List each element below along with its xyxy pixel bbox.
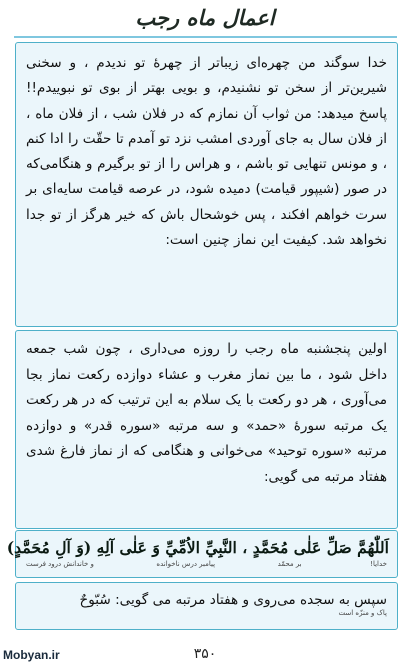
- dua-gloss: و خاندانش درود فرست: [26, 560, 94, 568]
- site-watermark: Mobyan.ir: [3, 648, 60, 662]
- dua-gloss: خدایا!: [370, 560, 387, 568]
- dua-gloss: بر محمّد: [277, 560, 302, 568]
- paragraph-1: خدا سوگند من چهره‌ای زیباتر از چهرهٔ تو ندیدم ، و سخنی شیرین‌تر از سخن تو نشنیدم، و بویی بهتر از بوی تو نبوییدم!! پاسخ میدهد: من ثواب آن نمازم که در فلان شب ، از فلان ماه ، از فلان سال به جای آوردی امشب نزد تو آمدم تا حقّت را ادا کنم ، و مونس تنهایی تو باشم ، و هراس را از تو برگیرم و هنگامی‌که در صور (شیپور قیامت) دمیده شود، در عرصه قیامت سایه‌ای بر سرت خواهم افکند ، پس خوشحال باش که خیر هرگز از تو جدا نخواهد شد. کیفیت این نماز چنین است:: [26, 55, 387, 249]
- dua-panel: [6, 530, 398, 578]
- sajdah-gloss: پاک و منزّه است: [338, 609, 387, 617]
- dua-gloss: پیامبر درس ناخوانده: [156, 560, 216, 568]
- dua-arabic: اَللّٰهُمَّ صَلِّ عَلٰى مُحَمَّدٍ ، النَّبِيِّ الاُمِّيِّ وَ عَلٰى آلِهِ (وَ آلِ مُحَمَّدٍ): [6, 538, 389, 557]
- header-divider: [14, 36, 397, 38]
- page-number: ۳۵۰: [193, 646, 217, 662]
- paragraph-3: سپس به سجده می‌روی و هفتاد مرتبه می گویی: سُبّوحٌ: [79, 592, 387, 608]
- page-title: اعمال ماه رجب: [135, 5, 275, 30]
- text-panel-1: [15, 42, 398, 327]
- paragraph-2: اولین پنجشنبه ماه رجب را روزه می‌داری ، چون شب جمعه داخل شود ، ما بین نماز مغرب و عشاء دوازده رکعت نماز بجا می‌آوری ، هر دو رکعت با یک سلام به این ترتیب که در هر رکعت یک مرتبه سورهٔ «حمد» و سه مرتبه «سوره قدر» و دوازده مرتبه «سوره توحید» می‌خوانی و هنگامی که از نماز فارغ شدی هفتاد مرتبه می گویی:: [26, 341, 387, 485]
- text-panel-3: [15, 582, 398, 630]
- text-panel-2: [15, 330, 398, 529]
